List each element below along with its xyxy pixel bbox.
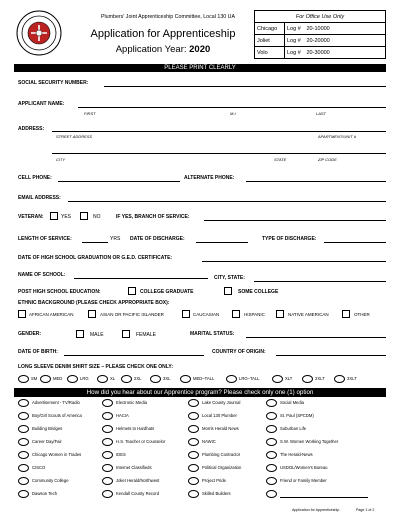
address-label: ADDRESS: bbox=[18, 126, 45, 132]
referral-radio[interactable] bbox=[102, 451, 113, 459]
school-city-state-field[interactable] bbox=[254, 281, 386, 282]
zip-caption: ZIP CODE bbox=[318, 157, 337, 162]
african-american-checkbox[interactable] bbox=[18, 310, 26, 318]
year-label: Application Year: bbox=[115, 44, 187, 55]
size-3xl-radio[interactable] bbox=[150, 375, 161, 383]
size-2xlt-radio[interactable] bbox=[302, 375, 313, 383]
footer-page-number: Page 1 of 2 bbox=[356, 508, 375, 512]
referral-radio[interactable] bbox=[188, 425, 199, 433]
referral-option: Local 130 Plumber bbox=[202, 413, 237, 418]
log-label: Log # bbox=[285, 35, 305, 47]
native-american-checkbox[interactable] bbox=[276, 310, 284, 318]
referral-option: Advertisement - TV/Radio bbox=[32, 400, 80, 405]
union-logo bbox=[16, 10, 62, 56]
referral-option: Community College bbox=[32, 478, 69, 483]
asian-pacific-checkbox[interactable] bbox=[88, 310, 96, 318]
referral-option: Career Day/Fair bbox=[32, 439, 62, 444]
referral-radio[interactable] bbox=[266, 490, 277, 498]
referral-radio[interactable] bbox=[188, 477, 199, 485]
african-american-label: AFRICAN AMERICAN bbox=[29, 312, 74, 317]
cell-phone-label: CELL PHONE: bbox=[18, 175, 52, 181]
other-ethnicity-label: OTHER bbox=[354, 312, 370, 317]
referral-radio[interactable] bbox=[102, 464, 113, 472]
date-of-birth-label: DATE OF BIRTH: bbox=[18, 349, 58, 355]
graduation-date-label: DATE OF HIGH SCHOOL GRADUATION OR G.E.D. CERTIFICATE: bbox=[18, 255, 173, 261]
committee-name: Plumbers' Joint Apprenticeship Committee, Local 130 UA bbox=[100, 14, 236, 20]
alternate-phone-label: ALTERNATE PHONE: bbox=[184, 175, 235, 181]
referral-radio[interactable] bbox=[18, 451, 29, 459]
native-american-label: NATIVE AMERICAN bbox=[288, 312, 329, 317]
size-2xl-label: 2XL bbox=[134, 376, 142, 381]
street-address-field[interactable] bbox=[52, 131, 386, 132]
application-year bbox=[72, 44, 254, 55]
gender-female-checkbox[interactable] bbox=[122, 330, 130, 338]
post-high-school-label: POST HIGH SCHOOL EDUCATION: bbox=[18, 289, 101, 295]
referral-option: Boy/Girl Scouts of America bbox=[32, 413, 82, 418]
referral-radio[interactable] bbox=[102, 477, 113, 485]
referral-option: Electronic Media bbox=[116, 400, 147, 405]
school-name-label: NAME OF SCHOOL: bbox=[18, 272, 66, 278]
discharge-type-field[interactable] bbox=[324, 242, 386, 243]
referral-radio[interactable] bbox=[18, 399, 29, 407]
referral-option: Suburban Life bbox=[280, 426, 307, 431]
alternate-phone-field[interactable] bbox=[246, 181, 386, 182]
referral-radio[interactable] bbox=[18, 438, 29, 446]
log-number: 20-30000 bbox=[305, 47, 386, 59]
country-of-origin-field[interactable] bbox=[276, 355, 386, 356]
referral-option: Internet Classifieds bbox=[116, 465, 152, 470]
college-graduate-label: COLLEGE GRADUATE bbox=[140, 289, 194, 295]
length-of-service-field[interactable] bbox=[82, 242, 108, 243]
veteran-label: VETERAN: bbox=[18, 214, 44, 220]
referral-radio[interactable] bbox=[102, 490, 113, 498]
size-xlt-label: XLT bbox=[285, 376, 293, 381]
ssn-label: SOCIAL SECURITY NUMBER: bbox=[18, 80, 89, 86]
referral-radio[interactable] bbox=[102, 399, 113, 407]
discharge-type-label: TYPE OF DISCHARGE: bbox=[262, 236, 317, 242]
branch-of-service-field[interactable] bbox=[204, 220, 386, 221]
referral-radio[interactable] bbox=[18, 425, 29, 433]
office-row bbox=[255, 23, 386, 35]
size-xl-label: XL bbox=[110, 376, 116, 381]
referral-option: IDES bbox=[116, 452, 126, 457]
referral-radio[interactable] bbox=[266, 412, 277, 420]
office-use-table bbox=[254, 10, 386, 59]
college-graduate-checkbox[interactable] bbox=[128, 287, 136, 295]
referral-options bbox=[14, 399, 386, 507]
size-xlt-radio[interactable] bbox=[272, 375, 283, 383]
discharge-date-label: DATE OF DISCHARGE: bbox=[130, 236, 185, 242]
referral-option: HACIA bbox=[116, 413, 129, 418]
office-row bbox=[255, 35, 386, 47]
street-address-caption: STREET ADDRESS bbox=[56, 134, 93, 139]
gender-female-label: FEMALE bbox=[136, 332, 157, 338]
log-label: Log # bbox=[285, 47, 305, 59]
referral-radio[interactable] bbox=[18, 490, 29, 498]
page-title: Application for Apprenticeship bbox=[90, 28, 236, 40]
referral-option: CISCO bbox=[32, 465, 46, 470]
middle-initial-caption: M.I. bbox=[230, 111, 237, 116]
school-city-state-label: CITY, STATE: bbox=[214, 275, 245, 281]
referral-radio[interactable] bbox=[102, 425, 113, 433]
gender-label: GENDER: bbox=[18, 331, 42, 337]
ethnic-background-label: ETHNIC BACKGROUND (PLEASE CHECK APPROPRIATE BOX): bbox=[18, 300, 170, 306]
referral-heading: How did you hear about our Apprentice program? Please check only one (1) option bbox=[14, 388, 386, 397]
marital-status-label: MARITAL STATUS: bbox=[190, 331, 235, 337]
size-med-tall-radio[interactable] bbox=[180, 375, 191, 383]
some-college-label: SOME COLLEGE bbox=[238, 289, 279, 295]
log-label: Log # bbox=[285, 23, 305, 35]
referral-radio[interactable] bbox=[18, 477, 29, 485]
referral-other-field[interactable] bbox=[280, 497, 368, 498]
size-sm-label: SM bbox=[31, 376, 38, 381]
email-label: EMAIL ADDRESS: bbox=[18, 195, 61, 201]
referral-option: Morris Herald News bbox=[202, 426, 239, 431]
size-med-radio[interactable] bbox=[40, 375, 51, 383]
size-med-label: MED bbox=[53, 376, 63, 381]
size-lrg-tall-label: LRG–TALL bbox=[239, 376, 260, 381]
discharge-date-field[interactable] bbox=[196, 242, 248, 243]
referral-radio[interactable] bbox=[18, 412, 29, 420]
shirt-size-label: LONG SLEEVE DENIM SHIRT SIZE – PLEASE CHECK ONE ONLY: bbox=[18, 364, 174, 370]
year-value: 2020 bbox=[189, 44, 211, 55]
size-3xlt-label: 3XLT bbox=[347, 376, 357, 381]
asian-pacific-label: ASIAN OR PACIFIC ISLANDER bbox=[100, 312, 164, 317]
referral-radio[interactable] bbox=[102, 412, 113, 420]
referral-option: St. Paul (SPCDM) bbox=[280, 413, 314, 418]
referral-option: Chicago Women in Trades bbox=[32, 452, 82, 457]
referral-option: Friend or Family Member bbox=[280, 478, 327, 483]
other-ethnicity-checkbox[interactable] bbox=[342, 310, 350, 318]
referral-option: Plumbing Contractor bbox=[202, 452, 241, 457]
hispanic-label: HISPANIC bbox=[244, 312, 265, 317]
graduation-date-field[interactable] bbox=[202, 261, 386, 262]
office-name: Chicago bbox=[255, 23, 285, 35]
city-state-zip-field[interactable] bbox=[52, 153, 386, 154]
referral-radio[interactable] bbox=[188, 464, 199, 472]
referral-radio[interactable] bbox=[188, 451, 199, 459]
referral-option: USDOL/Women's Bureau bbox=[280, 465, 328, 470]
size-lrg-label: LRG bbox=[80, 376, 89, 381]
first-name-caption: FIRST bbox=[84, 111, 96, 116]
size-xl-radio[interactable] bbox=[97, 375, 108, 383]
size-3xlt-radio[interactable] bbox=[334, 375, 345, 383]
referral-option: Social Media bbox=[280, 400, 304, 405]
size-2xlt-label: 2XLT bbox=[315, 376, 325, 381]
state-caption: STATE bbox=[274, 157, 287, 162]
size-lrg-tall-radio[interactable] bbox=[226, 375, 237, 383]
referral-option: Project Pride bbox=[202, 478, 226, 483]
referral-radio[interactable] bbox=[266, 477, 277, 485]
referral-radio[interactable] bbox=[266, 425, 277, 433]
apartment-caption: APARTMENT/UNIT # bbox=[318, 134, 357, 139]
country-of-origin-label: COUNTRY OF ORIGIN: bbox=[212, 349, 266, 355]
applicant-name-label: APPLICANT NAME: bbox=[18, 101, 65, 107]
gender-male-label: MALE bbox=[90, 332, 104, 338]
shirt-size-options bbox=[18, 374, 386, 384]
referral-option: Joliet Herald/Northwest bbox=[116, 478, 160, 483]
length-of-service-label: LENGTH OF SERVICE: bbox=[18, 236, 72, 242]
size-3xl-label: 3XL bbox=[163, 376, 171, 381]
referral-option: Kendall County Record bbox=[116, 491, 160, 496]
office-name: Volo bbox=[255, 47, 285, 59]
applicant-name-field[interactable] bbox=[78, 107, 386, 108]
referral-radio[interactable] bbox=[188, 438, 199, 446]
referral-radio[interactable] bbox=[188, 412, 199, 420]
city-caption: CITY bbox=[56, 157, 66, 162]
referral-radio[interactable] bbox=[266, 451, 277, 459]
referral-option: S.W. Women Working Together bbox=[280, 439, 339, 444]
referral-radio[interactable] bbox=[102, 438, 113, 446]
office-name: Joliet bbox=[255, 35, 285, 47]
referral-option: NAWIC bbox=[202, 439, 216, 444]
school-name-field[interactable] bbox=[74, 278, 208, 279]
veteran-no-label: NO bbox=[93, 214, 101, 220]
veteran-no-checkbox[interactable] bbox=[80, 212, 88, 220]
marital-status-field[interactable] bbox=[246, 337, 386, 338]
date-of-birth-field[interactable] bbox=[64, 355, 204, 356]
size-sm-radio[interactable] bbox=[18, 375, 29, 383]
referral-option: Skilled Builders bbox=[202, 491, 231, 496]
veteran-yes-checkbox[interactable] bbox=[50, 212, 58, 220]
branch-of-service-label: IF YES, BRANCH OF SERVICE: bbox=[116, 214, 190, 220]
size-2xl-radio[interactable] bbox=[121, 375, 132, 383]
some-college-checkbox[interactable] bbox=[224, 287, 232, 295]
gender-male-checkbox[interactable] bbox=[76, 330, 84, 338]
size-lrg-radio[interactable] bbox=[67, 375, 78, 383]
referral-radio[interactable] bbox=[188, 490, 199, 498]
log-number: 20-20000 bbox=[305, 35, 386, 47]
referral-radio[interactable] bbox=[266, 399, 277, 407]
email-field[interactable] bbox=[68, 201, 386, 202]
referral-option: Building Bridges bbox=[32, 426, 63, 431]
size-med-tall-label: MED–TALL bbox=[193, 376, 215, 381]
veteran-yes-label: YES bbox=[61, 214, 72, 220]
log-number: 20-10000 bbox=[305, 23, 386, 35]
referral-option: H.S. Teacher or Counselor bbox=[116, 439, 166, 444]
hispanic-checkbox[interactable] bbox=[232, 310, 240, 318]
referral-radio[interactable] bbox=[266, 438, 277, 446]
referral-option: Political Organization bbox=[202, 465, 242, 470]
cell-phone-field[interactable] bbox=[58, 181, 180, 182]
office-row bbox=[255, 47, 386, 59]
caucasian-checkbox[interactable] bbox=[182, 310, 190, 318]
last-name-caption: LAST bbox=[316, 111, 327, 116]
footer-doc-name: Application for Apprenticeship bbox=[292, 508, 340, 512]
caucasian-label: CAUCASIAN bbox=[193, 312, 220, 317]
ssn-field[interactable] bbox=[104, 86, 386, 87]
referral-option: Dawson Tech bbox=[32, 491, 58, 496]
office-use-header: For Office Use Only bbox=[255, 11, 386, 23]
referral-radio[interactable] bbox=[266, 464, 277, 472]
referral-option: The Herald-News bbox=[280, 452, 313, 457]
print-clearly-bar: PLEASE PRINT CLEARLY bbox=[14, 64, 386, 72]
referral-option: Helmets to Hardhats bbox=[116, 426, 155, 431]
referral-radio[interactable] bbox=[18, 464, 29, 472]
referral-option: Lake County Journal bbox=[202, 400, 241, 405]
referral-radio[interactable] bbox=[188, 399, 199, 407]
years-unit: YRS bbox=[110, 236, 121, 242]
